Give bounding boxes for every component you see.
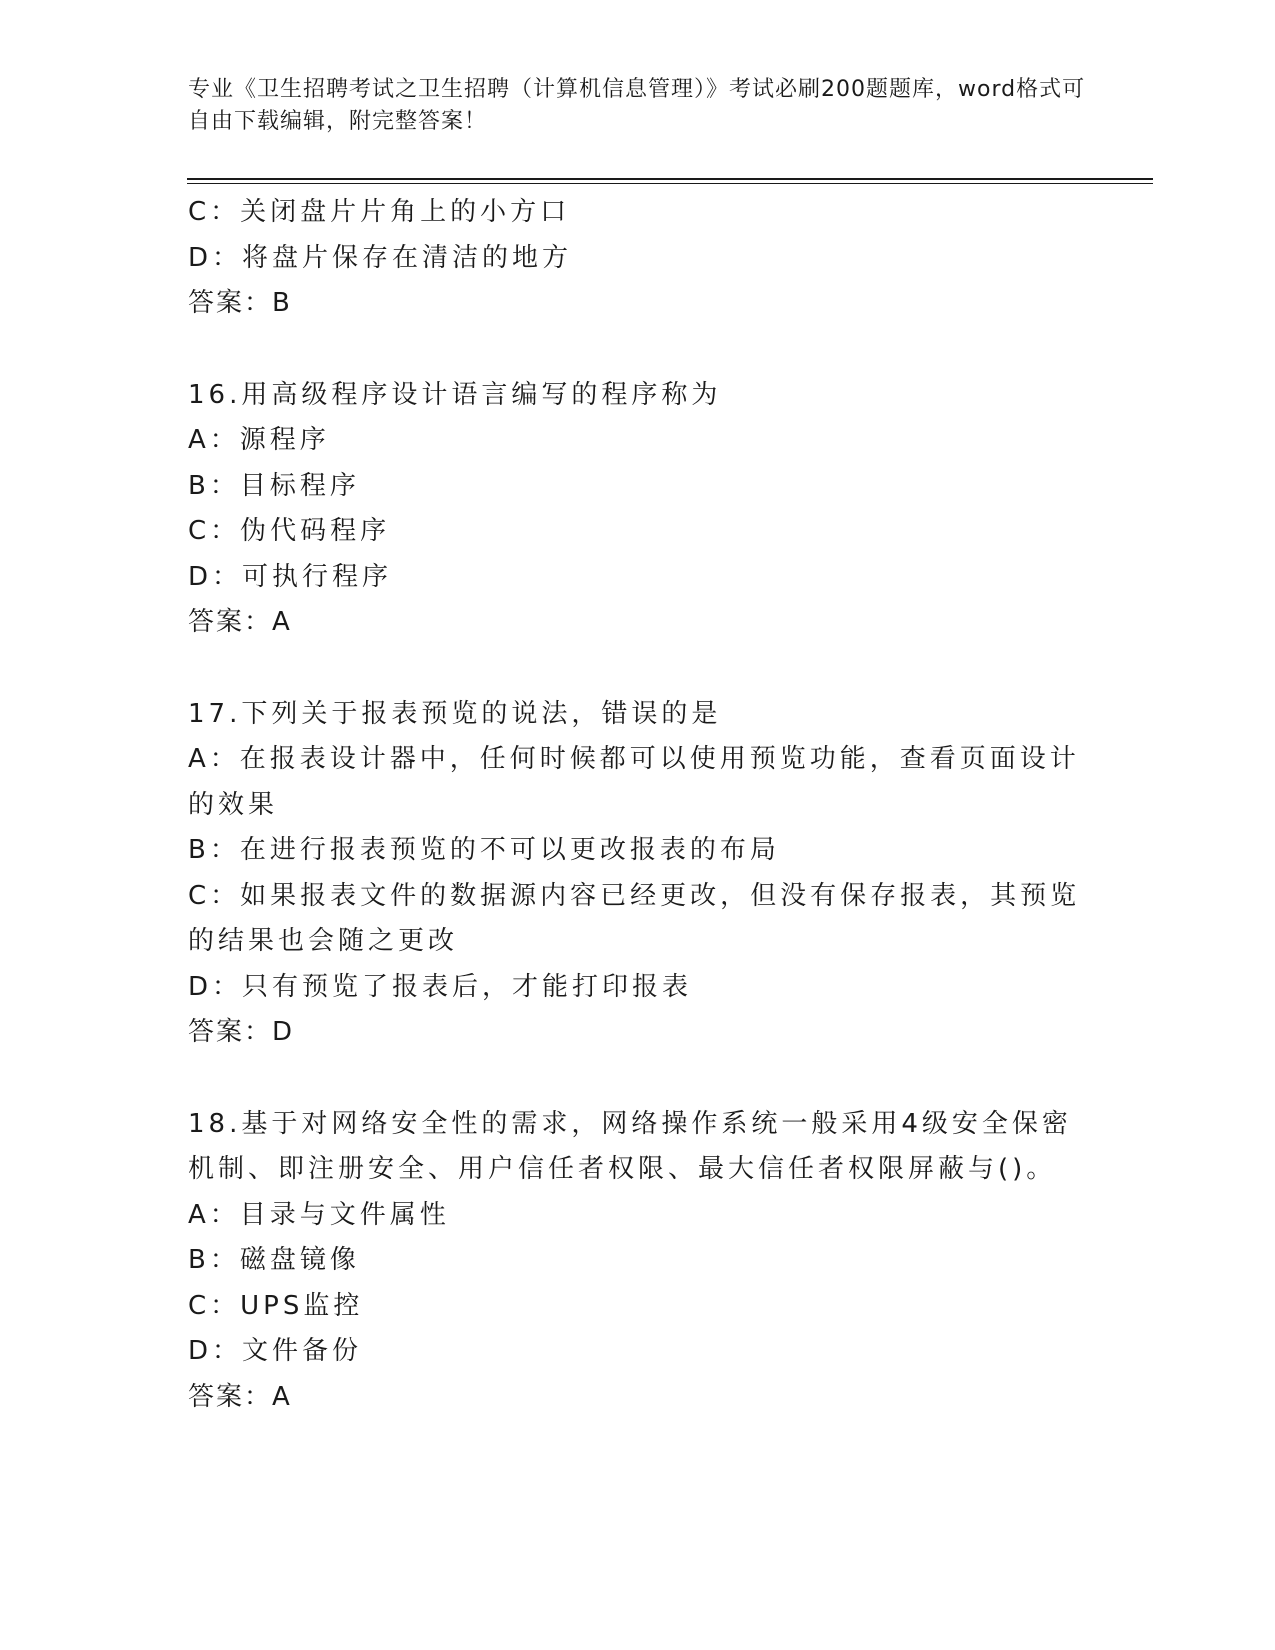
- answer-line: 答案：A: [188, 1381, 292, 1412]
- option-c: C：关闭盘片片角上的小方口: [188, 197, 571, 227]
- option-a: A：目录与文件属性: [188, 1199, 450, 1230]
- question-16: [188, 373, 1088, 646]
- question-17: [188, 692, 1088, 1056]
- option-d: D：将盘片保存在清洁的地方: [188, 242, 573, 273]
- option-d: D：文件备份: [188, 1336, 363, 1366]
- spacer: [188, 646, 1088, 692]
- question-18: [188, 1102, 1088, 1421]
- answer-line: 答案：B: [188, 288, 292, 318]
- answer-line: 答案：A: [188, 607, 292, 637]
- option-d: D：可执行程序: [188, 561, 393, 592]
- question-15-tail: [188, 190, 1088, 327]
- document-header: 专业《卫生招聘考试之卫生招聘（计算机信息管理）》考试必刷200题题库，word格式可自由下载编辑，附完整答案！: [188, 77, 1086, 134]
- option-b: B：在进行报表预览的不可以更改报表的布局: [188, 835, 780, 865]
- option-d: D：只有预览了报表后，才能打印报表: [188, 971, 693, 1002]
- spacer: [188, 1056, 1088, 1102]
- option-c: C：伪代码程序: [188, 516, 391, 546]
- question-text: 18.基于对网络安全性的需求，网络操作系统一般采用4级安全保密机制、即注册安全、用户信任者权限、最大信任者权限屏蔽与()。: [188, 1108, 1072, 1184]
- option-b: B：目标程序: [188, 470, 360, 501]
- question-text: 17.下列关于报表预览的说法，错误的是: [188, 698, 722, 729]
- option-a: A：源程序: [188, 425, 330, 455]
- option-b: B：磁盘镜像: [188, 1245, 360, 1275]
- option-c: C：UPS监控: [188, 1290, 364, 1321]
- option-a: A：在报表设计器中，任何时候都可以使用预览功能，查看页面设计的效果: [188, 744, 1080, 820]
- option-c: C：如果报表文件的数据源内容已经更改，但没有保存报表，其预览的结果也会随之更改: [188, 880, 1081, 956]
- header-divider-thin: [187, 183, 1153, 184]
- answer-line: 答案：D: [188, 1017, 295, 1047]
- spacer: [188, 327, 1088, 373]
- question-list: [188, 190, 1088, 1420]
- question-text: 16.用高级程序设计语言编写的程序称为: [188, 379, 722, 410]
- header-divider-thick: [187, 178, 1153, 180]
